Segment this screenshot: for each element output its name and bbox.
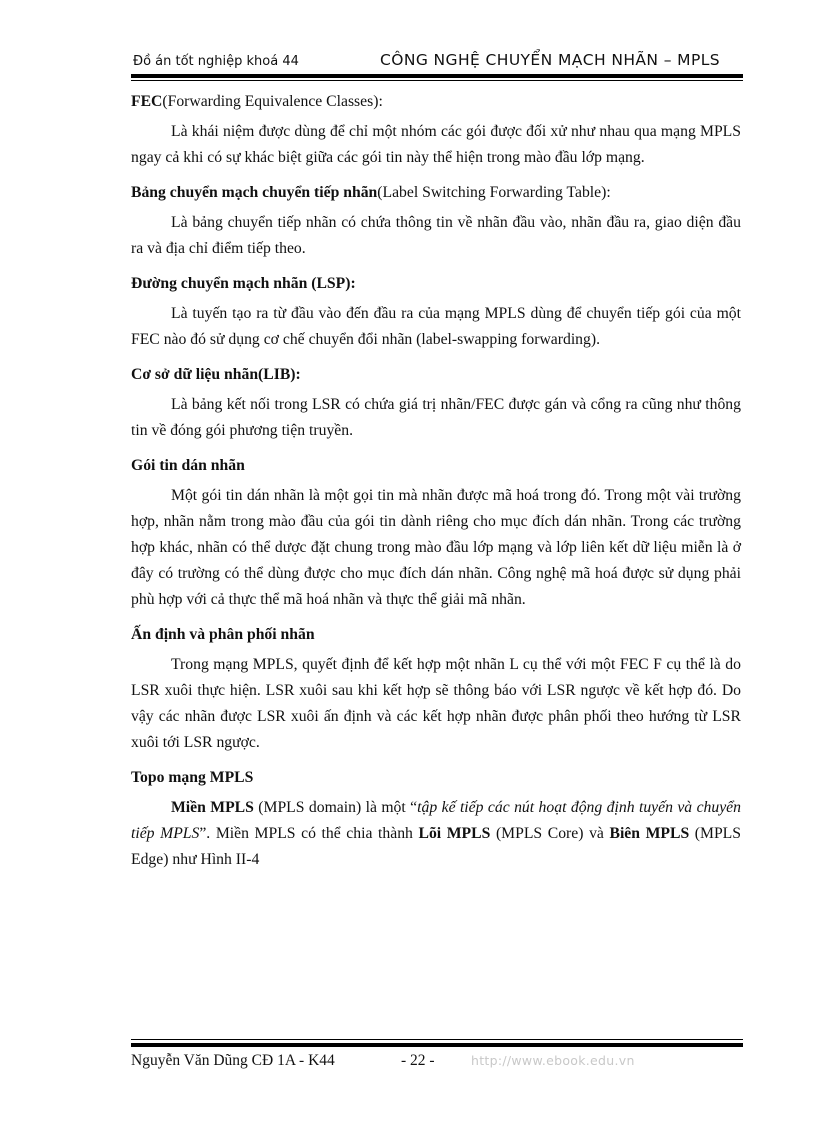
topo-text-2: ”. Miền MPLS có thể chia thành <box>199 825 419 842</box>
label-assign-body: Trong mạng MPLS, quyết định để kết hợp một nhãn L cụ thể với một FEC F cụ thể là do LSR xuôi thực hiện. LSR xuôi sau khi kết hợp sẽ thông báo với LSR ngược về kết hợp đó. Do vậy các nhãn được LSR xuôi ấn định và các kết hợp nhãn được phân phối theo hướng từ LSR xuôi tới LSR ngược. <box>131 656 741 751</box>
fec-term: FEC <box>131 93 163 110</box>
lsft-term-line <box>131 180 741 206</box>
fec-body: Là khái niệm được dùng để chỉ một nhóm các gói được đối xử như nhau qua mạng MPLS ngay cả khi có sự khác biệt giữa các gói tin này thể hiện trong mào đầu lớp mạng. <box>131 123 741 166</box>
labeled-packet-body: Một gói tin dán nhãn là một gọi tin mà nhãn được mã hoá trong đó. Trong một vài trường hợp, nhãn nằm trong mào đầu của gói tin dành riêng cho mục đích dán nhãn. Trong các trường hợp khác, nhãn có thể dược đặt chung trong mào đầu lớp mạng và lớp liên kết dữ liệu miễn là ở đây có trường có thể dùng được cho mục đích dán nhãn. Công nghệ mã hoá được sử dụng phải phù hợp với cả thực thể mã hoá nhãn và thực thể giải mã nhãn. <box>131 487 741 608</box>
labeled-packet-heading: Gói tin dán nhãn <box>131 457 245 474</box>
fec-term-desc: (Forwarding Equivalence Classes): <box>162 93 383 110</box>
lib-heading: Cơ sở dữ liệu nhãn(LIB): <box>131 366 301 383</box>
topo-term-core: Lõi MPLS <box>418 825 491 842</box>
topo-term-edge: Biên MPLS <box>609 825 690 842</box>
lsp-body: Là tuyến tạo ra từ đầu vào đến đầu ra của mạng MPLS dùng để chuyển tiếp gói của một FEC nào đó sử dụng cơ chế chuyển đổi nhãn (label-swapping forwarding). <box>131 305 741 348</box>
topo-text-3: (MPLS Core) và <box>490 825 610 842</box>
page-footer <box>131 1052 743 1074</box>
page-content <box>131 89 741 873</box>
header-thesis-label: Đồ án tốt nghiệp khoá 44 <box>133 54 299 69</box>
topo-definition: tập kế tiếp các nút hoạt động định tuyến và chuyển tiếp MPLS <box>131 799 741 842</box>
topo-term-domain: Miền MPLS <box>171 799 254 816</box>
header-rule-thin <box>131 80 743 81</box>
lsft-term: Bảng chuyển mạch chuyển tiếp nhãn <box>131 184 378 201</box>
lsft-body: Là bảng chuyển tiếp nhãn có chứa thông tin về nhãn đầu vào, nhãn đầu ra, giao diện đầu ra và địa chỉ điểm tiếp theo. <box>131 214 741 257</box>
footer-rule-thin <box>131 1039 743 1040</box>
lsft-term-desc: (Label Switching Forwarding Table): <box>377 184 611 201</box>
lib-body: Là bảng kết nối trong LSR có chứa giá trị nhãn/FEC được gán và cổng ra cũng như thông tin về đóng gói phương tiện truyền. <box>131 396 741 439</box>
topo-text-4: (MPLS Edge) như Hình II-4 <box>131 825 741 868</box>
footer-rule-thick <box>131 1043 743 1047</box>
page-header <box>131 50 743 74</box>
page-number: - 22 - <box>401 1052 435 1069</box>
topo-body <box>131 795 741 873</box>
header-rule-thick <box>131 74 743 78</box>
topo-heading: Topo mạng MPLS <box>131 769 254 786</box>
footer-author: Nguyễn Văn Dũng CĐ 1A - K44 <box>131 1052 335 1069</box>
label-assign-heading: Ấn định và phân phối nhãn <box>131 626 315 643</box>
topo-text-1: (MPLS domain) là một “ <box>253 799 418 816</box>
fec-term-line <box>131 89 741 115</box>
header-topic-title: CÔNG NGHỆ CHUYỂN MẠCH NHÃN – MPLS <box>380 51 720 69</box>
lsp-heading: Đường chuyển mạch nhãn (LSP): <box>131 275 356 292</box>
footer-url-link[interactable]: http://www.ebook.edu.vn <box>471 1053 635 1068</box>
